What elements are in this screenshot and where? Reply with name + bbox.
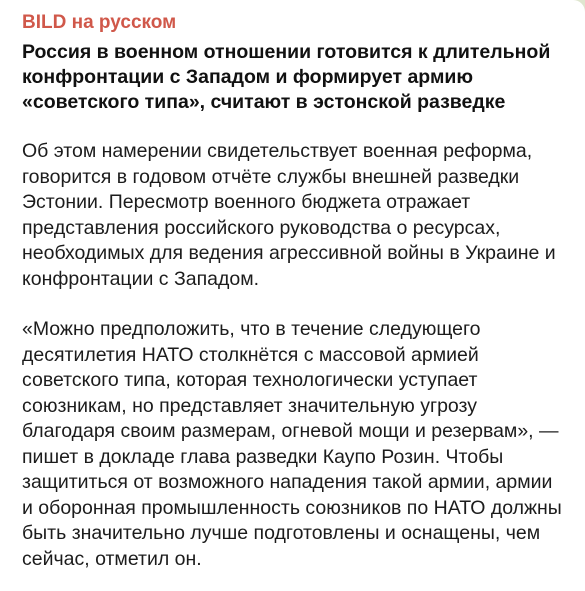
message-paragraph-2: «Можно предположить, что в течение следующего десятилетия НАТО столкнётся с массовой армией советского типа, которая технологически уступает союзникам, но представляет значительную угрозу благодаря своим размерам, огневой мощи и резервам», — пишет в докладе глава разведки Каупо Розин. Чтобы защититься от возможного нападения такой армии, армии и оборонная промышленность союзников по НАТО должны быть значительно лучше подготовлены и оснащены, чем сейчас, отметил он. <box>22 318 562 570</box>
message-headline: Россия в военном отношении готовится к длительной конфронтации с Западом и формирует армию «советского типа», считают в эстонской разведке <box>22 41 551 113</box>
message-paragraph-1: Об этом намерении свидетельствует военная реформа, говорится в годовом отчёте службы внешней разведки Эстонии. Пересмотр военного бюджета отражает представления российского руководства о ресурсах, необходимых для ведения агрессивной войны в Украине и конфронтации с Западом. <box>22 140 556 290</box>
channel-name-link[interactable]: BILD на русском <box>22 12 177 33</box>
